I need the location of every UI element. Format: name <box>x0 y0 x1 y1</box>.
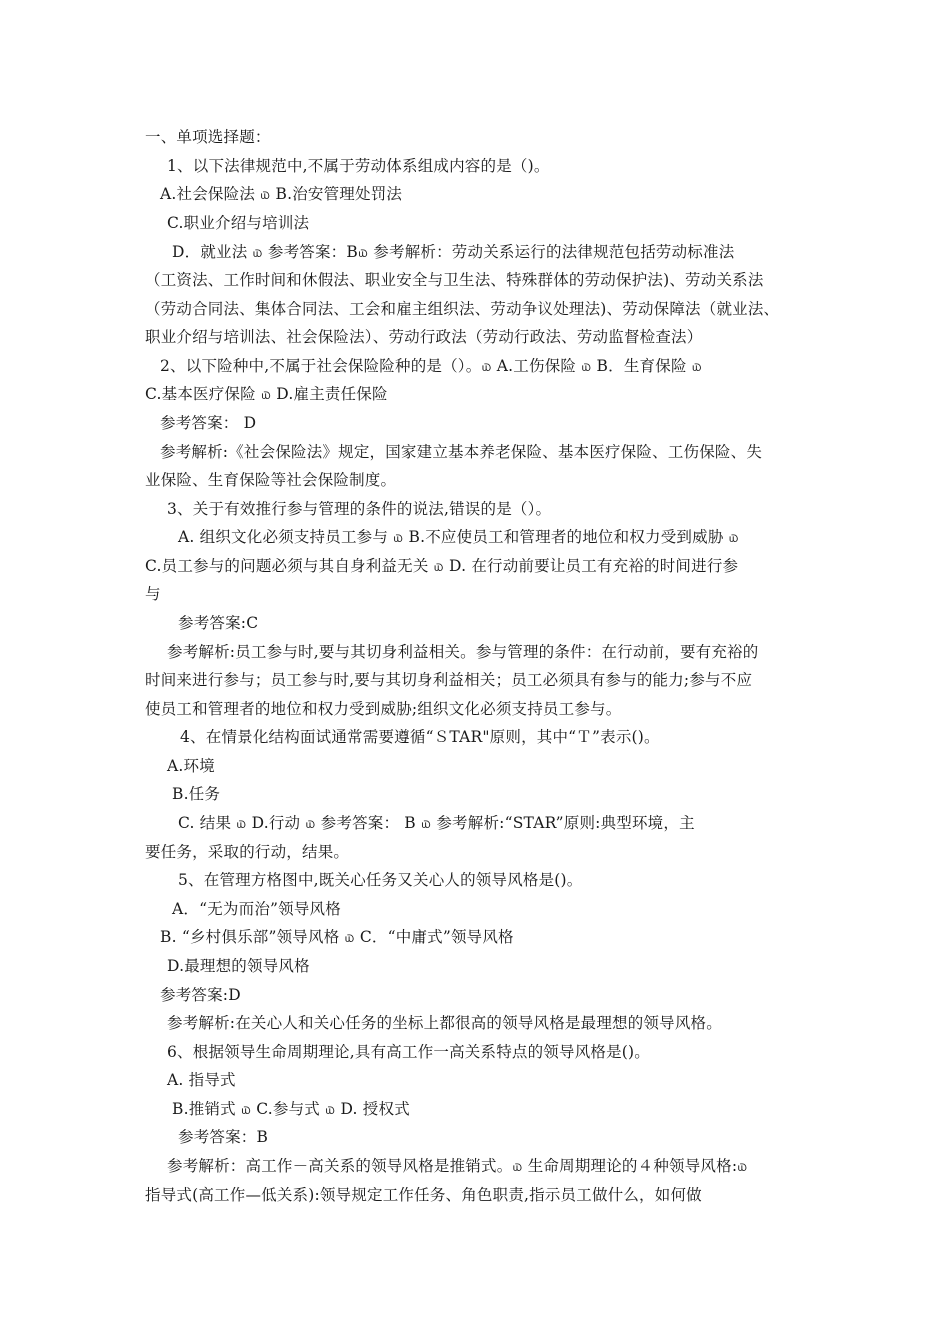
question-2-options-cd: C.基本医疗保险 ௰ D.雇主责任保险 <box>145 385 388 403</box>
question-6: 6、根据领导生命周期理论,具有高工作一高关系特点的领导风格是()。 <box>167 1043 650 1061</box>
question-1-option-c: C.职业介绍与培训法 <box>167 214 310 232</box>
question-5-options-bc: B. “乡村俱乐部”领导风格 ௰ C．“中庸式”领导风格 <box>160 928 514 946</box>
question-3-answer: 参考答案:C <box>178 614 259 632</box>
question-2: 2、以下险种中,不属于社会保险险种的是（）。௰ A.工伤保险 ௰ B．生育保险 ௰ <box>160 357 702 375</box>
section-heading: 一、单项选择题： <box>145 128 271 146</box>
question-5: 5、在管理方格图中,既关心任务又关心人的领导风格是()。 <box>178 871 583 889</box>
question-3-explanation-line: 参考解析:员工参与时,要与其切身利益相关。参与管理的条件：在行动前，要有充裕的 <box>167 643 759 661</box>
question-2-answer: 参考答案： D <box>160 414 257 432</box>
question-5-option-a: A．“无为而治”领导风格 <box>172 900 341 918</box>
question-3-explanation-line: 时间来进行参与；员工参与时,要与其切身利益相关；员工必须具有参与的能力;参与不应 <box>145 671 753 689</box>
question-2-explanation-line: 业保险、生育保险等社会保险制度。 <box>145 471 397 489</box>
question-1: 1、以下法律规范中,不属于劳动体系组成内容的是（)。 <box>167 157 550 175</box>
question-4-explanation-line: 要任务，采取的行动，结果。 <box>145 843 350 861</box>
question-6-options-bcd: B.推销式 ௰ C.参与式 ௰ D. 授权式 <box>172 1100 410 1118</box>
question-6-option-a: A. 指导式 <box>167 1071 236 1089</box>
question-6-explanation-line: 参考解析：高工作－高关系的领导风格是推销式。௰ 生命周期理论的４种领导风格:௰ <box>167 1157 748 1175</box>
question-1-option-d-answer: D．就业法 ௰ 参考答案：B௰ 参考解析：劳动关系运行的法律规范包括劳动标准法 <box>172 243 735 261</box>
question-1-explanation-line: （工资法、工作时间和休假法、职业安全与卫生法、特殊群体的劳动保护法)、劳动关系法 <box>145 271 764 289</box>
question-2-explanation-line: 参考解析:《社会保险法》规定，国家建立基本养老保险、基本医疗保险、工伤保险、失 <box>160 443 763 461</box>
question-5-explanation: 参考解析:在关心人和关心任务的坐标上都很高的领导风格是最理想的领导风格。 <box>167 1014 722 1032</box>
question-3: 3、关于有效推行参与管理的条件的说法,错误的是（）。 <box>167 500 552 518</box>
question-6-answer: 参考答案：B <box>178 1128 269 1146</box>
question-4-option-b: B.任务 <box>172 785 221 803</box>
question-3-explanation-line: 使员工和管理者的地位和权力受到威胁;组织文化必须支持员工参与。 <box>145 700 622 718</box>
question-1-options-ab: A.社会保险法 ௰ B.治安管理处罚法 <box>160 185 403 203</box>
question-3-options-ab: A. 组织文化必须支持员工参与 ௰ B.不应使员工和管理者的地位和权力受到威胁 ௰ <box>178 528 739 546</box>
question-5-option-d: D.最理想的领导风格 <box>167 957 310 975</box>
question-4-options-cd-answer: C. 结果 ௰ D.行动 ௰ 参考答案： B ௰ 参考解析:“STAR”原则:典型环境，主 <box>178 814 695 832</box>
question-4: 4、在情景化结构面试通常需要遵循“ＳTAR"原则，其中“Ｔ”表示()。 <box>180 728 660 746</box>
question-4-option-a: A.环境 <box>167 757 215 775</box>
question-3-options-cd-wrap: 与 <box>145 585 161 603</box>
question-5-answer: 参考答案:D <box>160 986 241 1004</box>
question-3-options-cd: C.员工参与的问题必须与其自身利益无关 ௰ D. 在行动前要让员工有充裕的时间进行参 <box>145 557 739 575</box>
question-1-explanation-line: （劳动合同法、集体合同法、工会和雇主组织法、劳动争议处理法)、劳动保障法（就业法、 <box>145 300 780 318</box>
question-6-explanation-line: 指导式(高工作—低关系):领导规定工作任务、角色职责,指示员工做什么，如何做 <box>145 1186 702 1204</box>
question-1-explanation-line: 职业介绍与培训法、社会保险法）、劳动行政法（劳动行政法、劳动监督检查法） <box>145 328 703 346</box>
